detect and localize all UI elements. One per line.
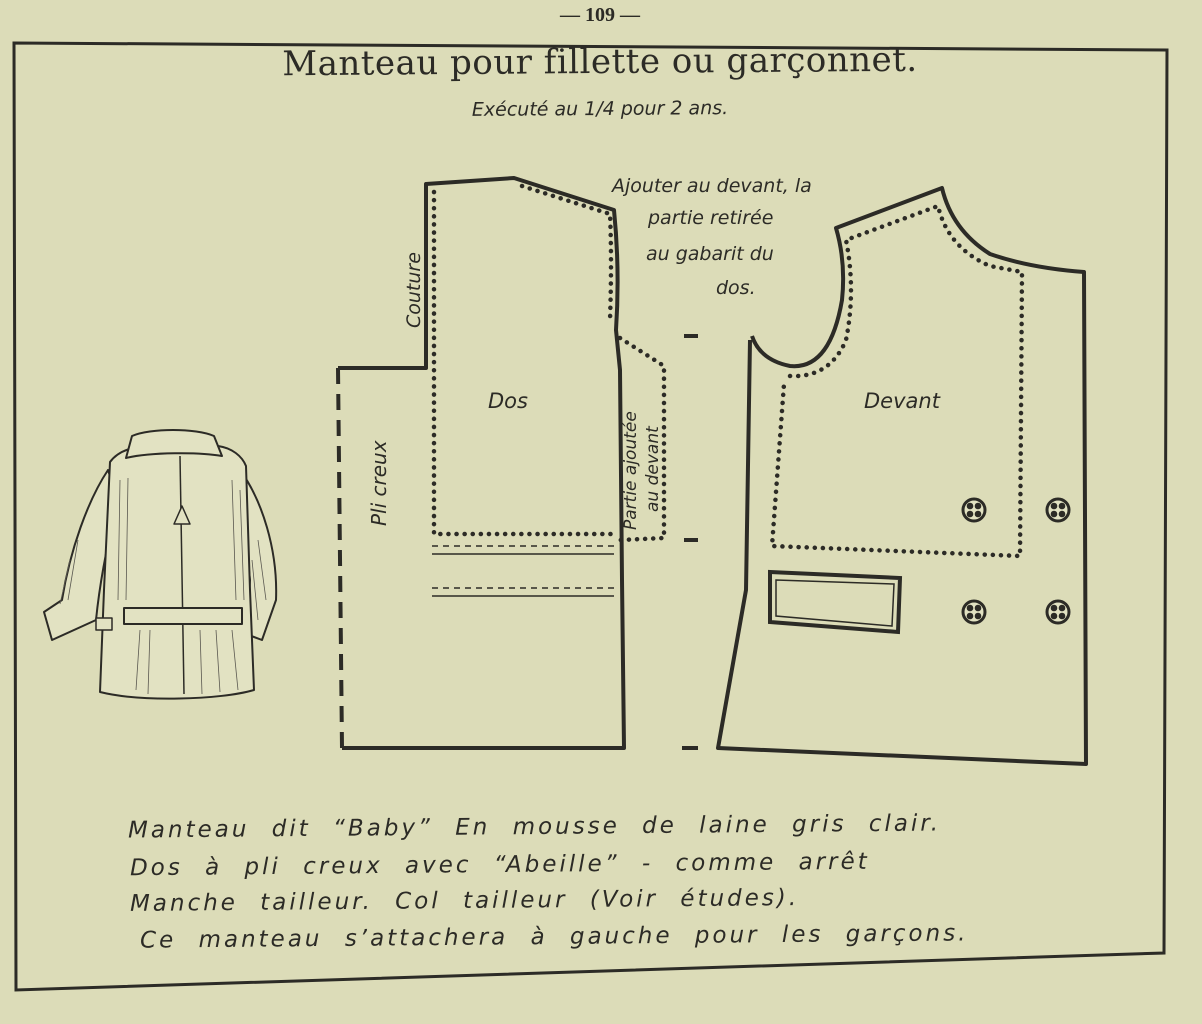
button [963, 499, 985, 521]
devant-pocket-stitch [776, 580, 894, 626]
label-ajouter-line1: Ajouter au devant, la [612, 175, 812, 197]
coat-pocket-flap [96, 618, 112, 630]
dos-fold-line [338, 368, 342, 748]
devant-outline [718, 188, 1086, 764]
label-devant: Devant [864, 389, 940, 413]
coat-illustration [44, 430, 276, 699]
label-ajouter-line2: partie retirée [648, 207, 774, 229]
coat-body [100, 446, 254, 699]
coat-collar [126, 430, 222, 458]
registration-marks [682, 336, 698, 748]
page-number: — 109 — [560, 4, 640, 26]
label-ajouter-line3: au gabarit du [646, 243, 774, 265]
note-line-2: Dos à pli creux avec “Abeille” - comme arrêt [129, 848, 870, 882]
coat-half-belt [124, 608, 242, 624]
button [1047, 601, 1069, 623]
label-pli-creux: Pli creux [367, 440, 391, 526]
devant-pattern-piece [718, 188, 1086, 764]
label-ajouter-line4: dos. [716, 277, 756, 299]
button [1047, 499, 1069, 521]
note-line-4: Ce manteau s’attachera à gauche pour les garçons. [139, 920, 969, 954]
page-subtitle: Exécuté au 1/4 pour 2 ans. [471, 97, 729, 121]
button [963, 601, 985, 623]
label-dos: Dos [488, 389, 528, 413]
label-couture: Couture [403, 252, 425, 328]
note-line-3: Manche tailleur. Col tailleur (Voir études). [129, 885, 800, 917]
dos-seam-allowance [434, 186, 614, 534]
devant-buttons [963, 499, 1069, 623]
label-partie-line1: Partie ajoutée [621, 411, 641, 530]
page-title: Manteau pour fillette ou garçonnet. [282, 39, 918, 85]
note-line-1: Manteau dit “Baby” En mousse de laine gris clair. [127, 810, 942, 844]
label-partie-line2: au devant [643, 426, 663, 512]
